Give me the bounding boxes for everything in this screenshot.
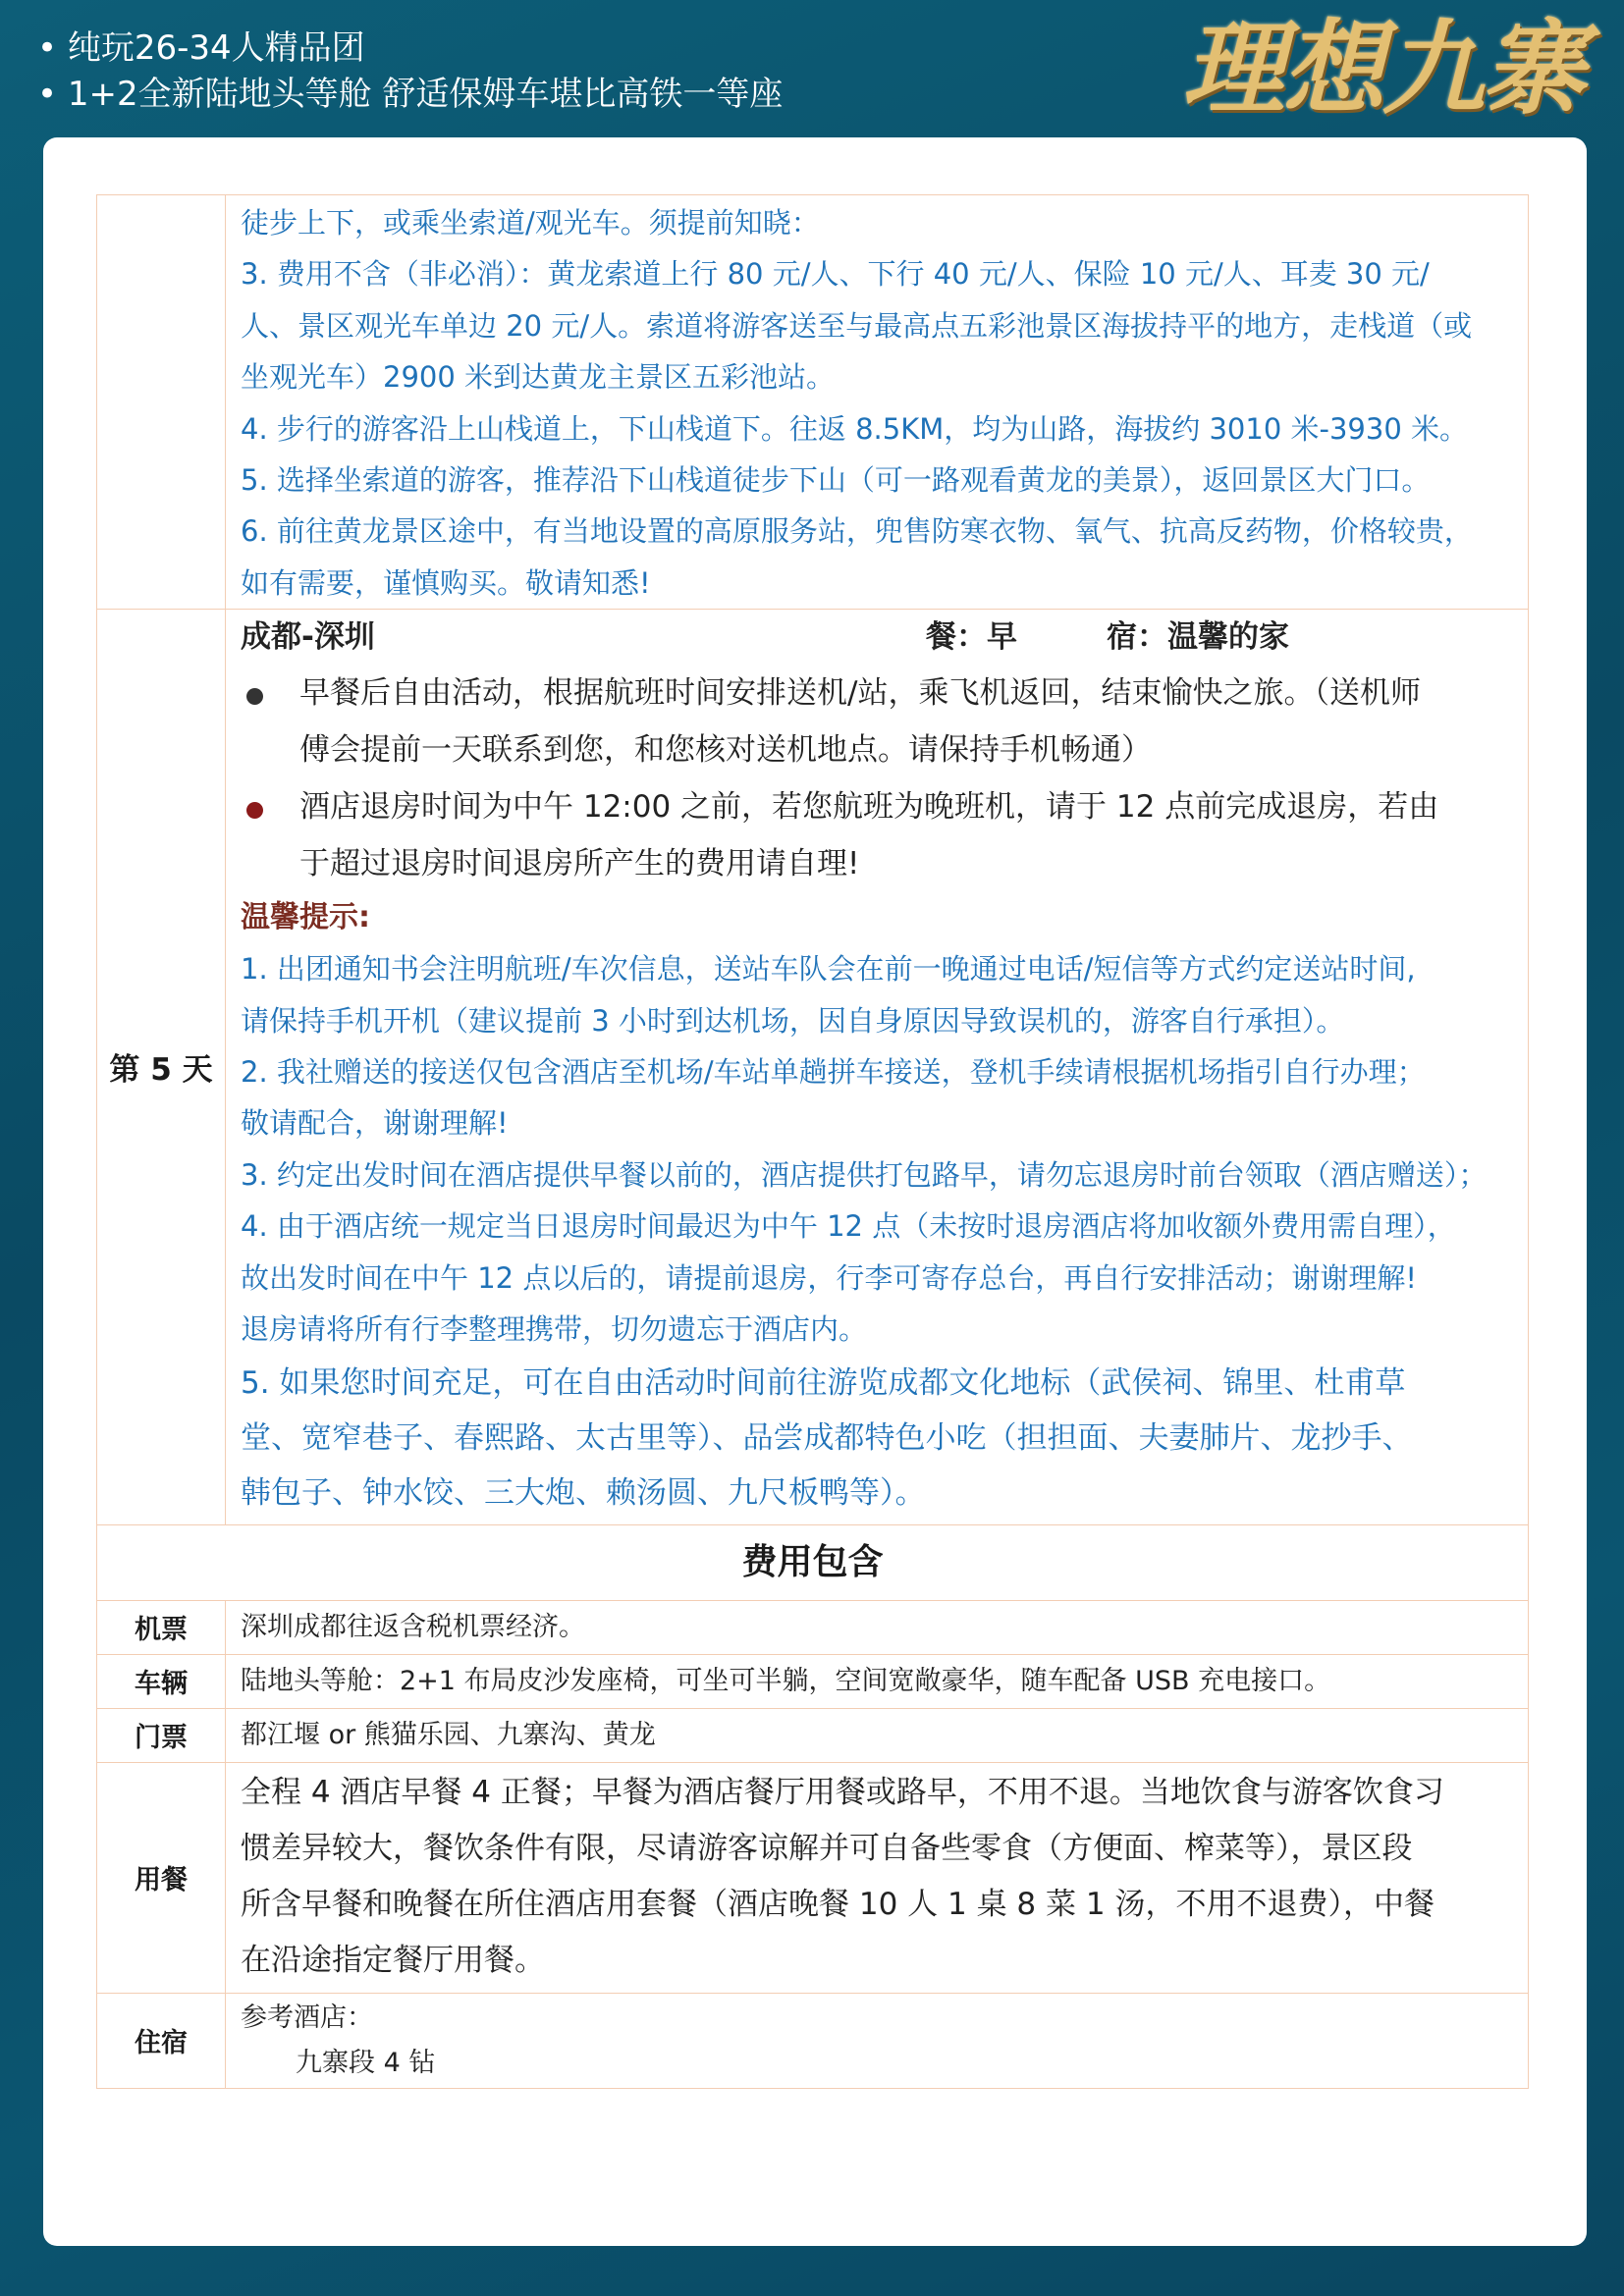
brand-logo: 理想九寨	[1181, 8, 1583, 129]
fee-row-ticket	[97, 1708, 1529, 1762]
vehicle-text: 陆地头等舱：2+1 布局皮沙发座椅，可坐可半躺，空间宽敞豪华，随车配备 USB 充电接口。	[226, 1654, 1529, 1708]
day4-line: 人、景区观光车单边 20 元/人。索道将游客送至与最高点五彩池景区海拔持平的地方，走栈道（或	[241, 308, 1473, 343]
day4-line: 6. 前往黄龙景区途中，有当地设置的高原服务站，兜售防寒衣物、氧气、抗高反药物，价格较贵，	[241, 514, 1473, 549]
day4-tail-row	[97, 195, 1529, 610]
day5-bullet-line: 于超过退房时间退房所产生的费用请自理!	[299, 846, 860, 882]
meal-line: 所含早餐和晚餐在所住酒店用套餐（酒店晚餐 10 人 1 桌 8 菜 1 汤，不用不退费），中餐	[241, 1886, 1435, 1922]
day4-line: 如有需要，谨慎购买。敬请知悉!	[241, 565, 651, 600]
tip-line: 4. 由于酒店统一规定当日退房时间最迟为中午 12 点（未按时退房酒店将加收额外费用需自理），	[241, 1209, 1456, 1244]
day5-bullet-item	[241, 778, 1518, 892]
tip-line: 5. 如果您时间充足，可在自由活动时间前往游览成都文化地标（武侯祠、锦里、杜甫草	[241, 1364, 1406, 1401]
airfare-label: 机票	[97, 1600, 226, 1654]
meal-line: 惯差异较大，餐饮条件有限，尽请游客谅解并可自备些零食（方便面、榨菜等），景区段	[241, 1830, 1413, 1866]
fee-row-meal	[97, 1762, 1529, 1993]
meal-content	[226, 1762, 1529, 1993]
meal-line: 在沿途指定餐厅用餐。	[241, 1942, 545, 1978]
tip-line: 堂、宽窄巷子、春熙路、太古里等）、品尝成都特色小吃（担担面、夫妻肺片、龙抄手、	[241, 1419, 1413, 1456]
day5-bullet-line: 傅会提前一天联系到您，和您核对送机地点。请保持手机畅通）	[299, 732, 1152, 769]
day4-line: 坐观光车）2900 米到达黄龙主景区五彩池站。	[241, 360, 836, 395]
tip-line: 3. 约定出发时间在酒店提供早餐以前的，酒店提供打包路早，请勿忘退房时前台领取（酒店赠送）；	[241, 1157, 1488, 1192]
fee-row-airfare	[97, 1600, 1529, 1654]
tip-line: 1. 出团通知书会注明航班/车次信息，送站车队会在前一晚通过电话/短信等方式约定送站时间,	[241, 952, 1416, 987]
day5-bullet-item	[241, 665, 1518, 778]
day4-line: 徒步上下，或乘坐索道/观光车。须提前知晓：	[241, 206, 820, 240]
airfare-text: 深圳成都往返含税机票经济。	[226, 1600, 1529, 1654]
day4-line: 4. 步行的游客沿上山栈道上，下山栈道下。往返 8.5KM，均为山路，海拔约 3010 米-3930 米。	[241, 411, 1468, 446]
hotel-title: 参考酒店：	[241, 2002, 373, 2033]
tips-list	[241, 943, 1518, 1523]
header-bullets	[37, 26, 783, 118]
day5-row	[97, 610, 1529, 1524]
bullet-dot-icon	[246, 802, 263, 819]
hotel-content	[226, 1993, 1529, 2088]
meal-label: 用餐	[97, 1762, 226, 1993]
ticket-text: 都江堰 or 熊猫乐园、九寨沟、黄龙	[226, 1708, 1529, 1762]
day4-tail-content	[226, 195, 1529, 610]
fee-row-vehicle	[97, 1654, 1529, 1708]
fees-title-row	[97, 1524, 1529, 1600]
tip-line: 退房请将所有行李整理携带，切勿遗忘于酒店内。	[241, 1312, 868, 1347]
tip-line: 2. 我社赠送的接送仅包含酒店至机场/车站单趟拼车接送，登机手续请根据机场指引自行办理；	[241, 1055, 1426, 1090]
header-bullet-1: • 纯玩26-34人精品团	[37, 28, 365, 68]
day5-route-line	[241, 610, 1518, 665]
tip-line: 故出发时间在中午 12 点以后的，请提前退房，行李可寄存总台，再自行安排活动；谢谢理解!	[241, 1260, 1417, 1295]
tip-line: 韩包子、钟水饺、三大炮、赖汤圆、九尺板鸭等）。	[241, 1474, 926, 1511]
day5-bullet-line: 早餐后自由活动，根据航班时间安排送机/站，乘飞机返回，结束愉快之旅。（送机师	[299, 675, 1421, 712]
meal-line: 全程 4 酒店早餐 4 正餐；早餐为酒店餐厅用餐或路早，不用不退。当地饮食与游客饮食习	[241, 1774, 1444, 1810]
day5-label: 第 5 天	[97, 610, 226, 1524]
vehicle-label: 车辆	[97, 1654, 226, 1708]
fees-title: 费用包含	[97, 1524, 1529, 1600]
day5-route: 成都-深圳	[241, 619, 375, 656]
tip-line: 敬请配合，谢谢理解!	[241, 1106, 509, 1141]
bullet-dot-icon	[246, 688, 263, 705]
day5-meal: 餐：早	[926, 619, 1017, 656]
ticket-label: 门票	[97, 1708, 226, 1762]
tip-line: 请保持手机开机（建议提前 3 小时到达机场，因自身原因导致误机的，游客自行承担）。	[241, 1003, 1345, 1038]
hotel-label: 住宿	[97, 1993, 226, 2088]
day5-stay: 宿：温馨的家	[1107, 619, 1289, 656]
itinerary-table	[96, 194, 1529, 2089]
day4-label-cell	[97, 195, 226, 610]
day4-line: 3. 费用不含（非必消）：黄龙索道上行 80 元/人、下行 40 元/人、保险 10 元/人、耳麦 30 元/	[241, 257, 1430, 292]
tips-title: 温馨提示:	[241, 900, 370, 935]
hotel-detail: 九寨段 4 钻	[296, 2047, 436, 2078]
day4-line: 5. 选择坐索道的游客，推荐沿下山栈道徒步下山（可一路观看黄龙的美景），返回景区大门口。	[241, 463, 1431, 498]
fee-row-hotel	[97, 1993, 1529, 2088]
day5-bullet-line: 酒店退房时间为中午 12:00 之前，若您航班为晚班机，请于 12 点前完成退房，若由	[299, 789, 1439, 826]
header-bullet-2: • 1+2全新陆地头等舱 舒适保姆车堪比高铁一等座	[37, 75, 784, 114]
itinerary-card	[43, 137, 1587, 2246]
day5-content	[226, 610, 1529, 1524]
